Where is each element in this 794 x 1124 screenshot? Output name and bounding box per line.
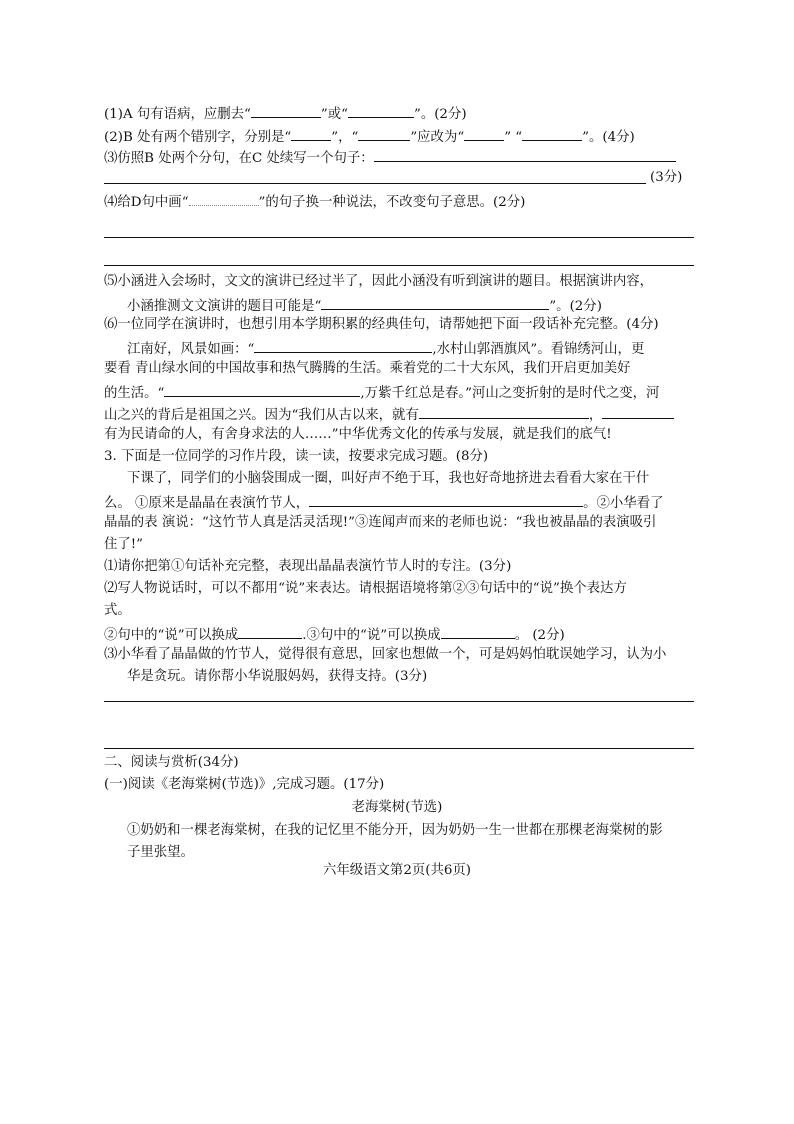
score-label: (3分) [650,170,683,185]
q2-item4: ⑷给D句中画“ ”的句子换一种说法，不改变句子意思。(2分) [104,190,525,213]
blank[interactable] [464,125,504,141]
q2-item6-p2: 要看 青山绿水间的中国故事和热气腾腾的生活。乘着党的二十大东风，我们开启更加美好 [104,361,631,376]
blank[interactable] [419,403,589,419]
q2-item6-prompt: ⑹一位同学在演讲时，也想引用本学期积累的经典佳句，请帮她把下面一段话补充完整。(4分) [104,317,659,332]
passage-para1-cont: 子里张望。 [127,845,194,860]
q2-item1: (1)A 句有语病，应删去“ ”或“ ”。(2分) [104,102,467,125]
blank[interactable] [358,125,410,141]
page-footer: 六年级语文第2页(共6页) [322,863,471,878]
q2-item6-p1: 江南好，风景如画：“ ,水村山郭酒旗风”。看锦绣河山，更 [127,337,644,360]
blank[interactable] [321,294,549,310]
q2-item5-line1: ⑸小涵进入会场时，文文的演讲已经过半了，因此小涵没有听到演讲的题目。根据演讲内容， [104,274,654,289]
answer-line[interactable] [374,146,676,162]
blank[interactable] [309,491,583,507]
q3-sub2-line2: 式。 [104,603,131,618]
q3-sub1: ⑴请你把第①句话补充完整，表现出晶晶表演竹节人时的专注。(3分) [104,559,512,574]
answer-line[interactable] [104,265,694,266]
blank[interactable] [164,381,360,397]
blank[interactable] [602,403,674,419]
answer-line[interactable] [104,701,694,702]
q3-sub3-line2: 华是贪玩。请你帮小华说服妈妈，获得支持。(3分) [127,669,428,684]
blank[interactable] [251,102,321,118]
section2-sub: (一)阅读《老海棠树(节选)》,完成习题。(17分) [104,777,385,792]
q2-item2: (2)B 处有两个错别字，分别是“ ”，“ ”应改为“ ” “ ”。(4分) [104,125,635,148]
q2-item6-p5: 有为民请命的人，有舍身求法的人……”中华优秀文化的传承与发展，就是我们的底气! [104,427,612,442]
answer-line[interactable] [104,183,646,184]
answer-line[interactable] [104,748,694,749]
q2-item5-line2: 小涵推测文文演讲的题目可能是“ ”。(2分) [127,294,602,317]
blank[interactable] [254,337,432,353]
blank[interactable] [348,102,414,118]
q3-passage-line3: 晶晶的表 演说：“这竹节人真是活灵活现!”③连闻声而来的老师也说：“我也被晶晶的表演吸引 [104,515,657,530]
answer-line[interactable] [104,237,694,238]
q3-sub3-line1: ⑶小华看了晶晶做的竹节人，觉得很有意思，回家也想做一个，可是妈妈怕耽误她学习，认为小 [104,647,667,662]
section2-heading: 二、阅读与赏析(34分) [104,755,239,770]
q3-sub2-line1: ⑵写人物说话时，可以不都用“说”来表达。请根据语境将第②③句话中的“说”换个表达方 [104,581,627,596]
q3-sub2-answers: ②句中的“说”可以换成 .③句中的“说”可以换成 。 (2分) [104,623,565,646]
q3-passage-line1: 下课了，同学们的小脑袋围成一圈，叫好声不绝于耳，我也好奇地挤进去看看大家在干什 [127,471,650,486]
q3-passage-line2: 么。 ①原来是晶晶在表演竹节人， 。②小华看了 [104,491,663,514]
blank[interactable] [291,125,331,141]
passage-para1: ①奶奶和一棵老海棠树，在我的记忆里不能分开，因为奶奶一生一世都在那棵老海棠树的影 [127,823,663,838]
q2-item3: ⑶仿照B 处两个分句，在C 处续写一个句子： [104,146,676,169]
blank[interactable] [522,125,582,141]
q2-item6-p3: 的生活。“ ,万紫千红总是春。”河山之变折射的是时代之变，河 [104,381,659,404]
blank[interactable] [441,623,515,639]
q2-item6-p4: 山之兴的背后是祖国之兴。因为“我们从古以来，就有 ， [104,403,674,426]
passage-title: 老海棠树(节选) [351,800,443,815]
q3-passage-line4: 住了!” [104,537,144,552]
blank[interactable] [238,623,302,639]
dotted-blank [189,190,259,206]
q3-title: 3. 下面是一位同学的习作片段，读一读，按要求完成习题。(8分) [104,449,489,464]
